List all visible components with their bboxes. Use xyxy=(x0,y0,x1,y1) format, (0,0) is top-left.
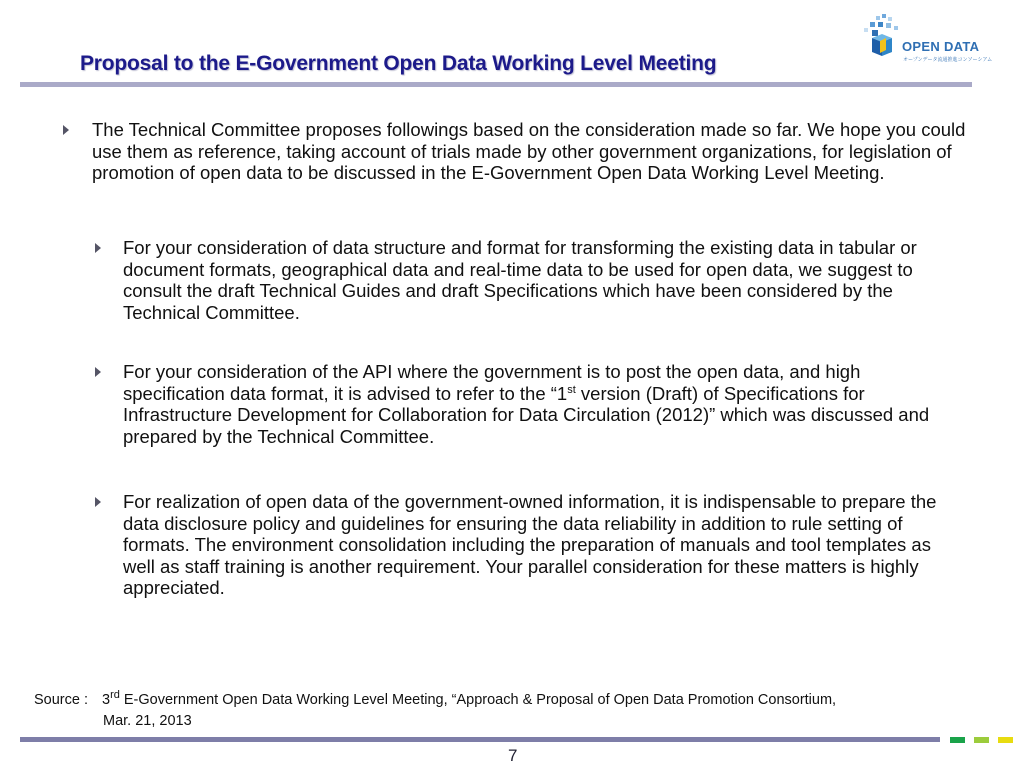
source-sup: rd xyxy=(110,689,120,702)
main-bullet-text: The Technical Committee proposes followings based on the consideration made so far. We hope you could use them as reference, taking account of trials made by other government organizations, for legislation of promotion of open data to be discussed in the E-Government Open Data Working Level Meeting. xyxy=(92,119,966,183)
main-bullet xyxy=(92,119,972,184)
logo-subtitle: オープンデータ流通推進コンソーシアム xyxy=(903,57,993,63)
source-text: E-Government Open Data Working Level Meeting, “Approach & Proposal of Open Data Promotion Consortium, xyxy=(119,692,837,708)
footer-square-yellow xyxy=(998,737,1013,743)
sub-bullet-2-sup: st xyxy=(567,383,576,396)
bullet-arrow-icon xyxy=(95,367,101,377)
bullet-arrow-icon xyxy=(95,243,101,253)
sub-bullet-2 xyxy=(123,361,963,447)
sub-bullet-1 xyxy=(123,237,953,323)
page-number: 7 xyxy=(508,746,518,765)
footer-divider xyxy=(20,737,940,742)
source-date: Mar. 21, 2013 xyxy=(103,713,192,729)
source-num: 3 xyxy=(102,692,111,708)
bullet-arrow-icon xyxy=(95,497,101,507)
sub-bullet-2-text xyxy=(123,361,963,447)
sub-bullet-2-before: For your consideration of the API where the government is to post the open data, and high specification data format, it is advised to refer to the “1 xyxy=(123,361,861,404)
title-divider xyxy=(20,82,972,87)
source-label: Source : xyxy=(34,692,88,708)
footer-square-lime xyxy=(974,737,989,743)
bullet-arrow-icon xyxy=(63,125,69,135)
sub-bullet-2-after: version (Draft) of Specifications for Infrastructure Development for Collaboration for Data Circulation (2012)” which was discussed and prepared by the Technical Committee. xyxy=(123,382,930,447)
sub-bullet-3-text: For realization of open data of the government-owned information, it is indispensable to prepare the data disclosure policy and guidelines for ensuring the data reliability in addition to rule setting of formats. The environment consolidation including the preparation of manuals and tool templates as well as staff training is another requirement. Your parallel consideration for these matters is highly appreciated. xyxy=(123,491,937,598)
sub-bullet-3 xyxy=(123,491,963,599)
logo-name: OPEN DATA xyxy=(902,39,980,54)
footer-square-green xyxy=(950,737,965,743)
sub-bullet-1-text: For your consideration of data structure and format for transforming the existing data in tabular or document formats, geographical data and real-time data to be used for open data, we suggest to consult the draft Technical Guides and draft Specifications which have been considered by the Technical Committee. xyxy=(123,237,917,323)
page-title: Proposal to the E-Government Open Data Working Level Meeting xyxy=(80,52,717,75)
source-citation xyxy=(34,690,836,732)
